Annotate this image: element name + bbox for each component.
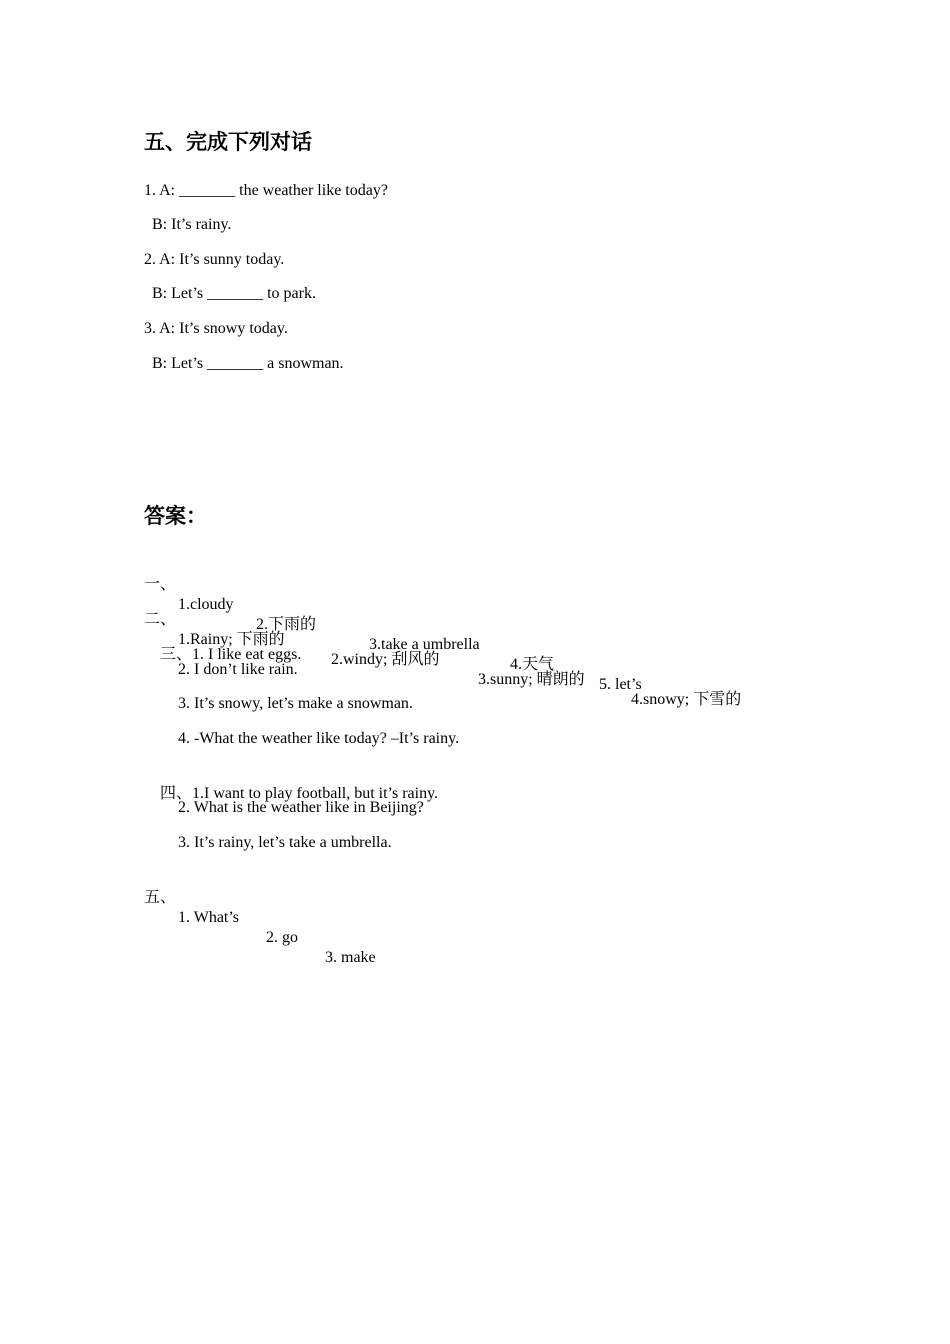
answer-item: 3. It’s rainy, let’s take a umbrella. [178, 834, 392, 851]
answer-label: 二、 [144, 611, 177, 628]
dialogue-1-a: 1. A: _______ the weather like today? [144, 182, 388, 199]
answer-item: 1.Rainy; 下雨的 [178, 631, 285, 648]
answer-item: 2.windy; 刮风的 [331, 651, 440, 668]
answer-item: 1. What’s [178, 909, 240, 926]
answer-item: 4.天气 [510, 656, 555, 673]
answer-item: 2. I don’t like rain. [178, 661, 298, 678]
answer-item: 4. -What the weather like today? –It’s rainy. [178, 730, 460, 747]
dialogue-2-a: 2. A: It’s sunny today. [144, 251, 285, 268]
section-5-title: 五、完成下列对话 [144, 130, 312, 154]
answer-row-5 [144, 868, 544, 988]
answer-item: 5. let’s [599, 676, 642, 693]
answer-item: 2. go [266, 929, 298, 946]
dialogue-1-b: B: It’s rainy. [152, 216, 232, 233]
dialogue-3-a: 3. A: It’s snowy today. [144, 320, 288, 337]
answers-title: 答案： [144, 504, 207, 528]
answer-item: 3. It’s snowy, let’s make a snowman. [178, 695, 413, 712]
answer-item: 1. I like eat eggs. [192, 646, 302, 663]
answer-item: 1.cloudy [178, 596, 234, 613]
answer-item: 3. make [325, 949, 376, 966]
dialogue-3-b: B: Let’s _______ a snowman. [152, 355, 344, 372]
answer-label: 五、 [144, 889, 177, 906]
dialogue-2-b: B: Let’s _______ to park. [152, 285, 316, 302]
answer-item: 3.take a umbrella [369, 636, 480, 653]
answer-item: 1.I want to play football, but it’s rainy. [192, 785, 439, 802]
answer-label: 三、 [160, 646, 193, 663]
answer-item: 2. What is the weather like in Beijing? [178, 799, 424, 816]
answer-item: 4.snowy; 下雪的 [631, 691, 742, 708]
answer-item: 2.下雨的 [256, 616, 317, 633]
answer-label: 一、 [144, 576, 177, 593]
answer-label: 四、 [160, 785, 193, 802]
answer-item: 3.sunny; 晴朗的 [478, 671, 585, 688]
